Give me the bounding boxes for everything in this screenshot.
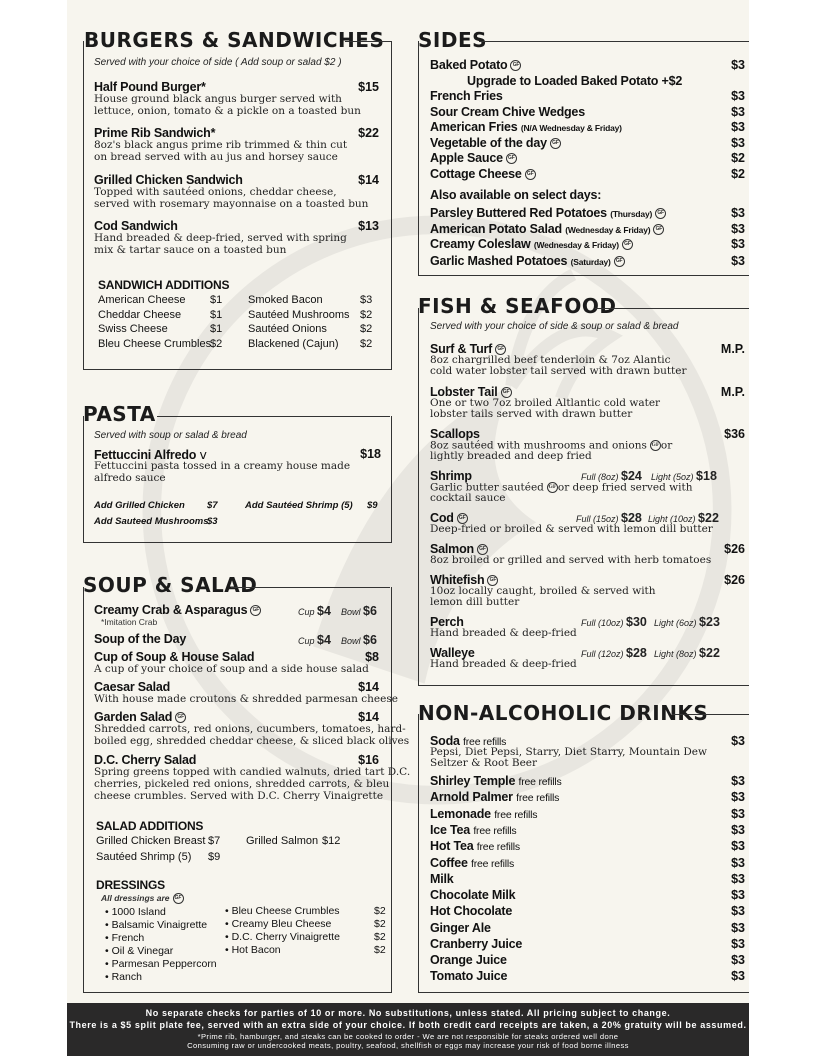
addition-bleu: Bleu Cheese Crumbles [98, 338, 212, 350]
salmon-desc: 8oz broiled or grilled and served with herb tomatoes [430, 554, 712, 566]
footer-line-1: No separate checks for parties of 10 or more. No substitutions, unless stated. All pricing subject to change. [145, 1008, 671, 1018]
addition-onions: Sautéed Onions [248, 323, 327, 335]
dressing-price: $2 [374, 931, 386, 943]
drink-price: $3 [731, 937, 745, 951]
drink-price: $3 [731, 953, 745, 967]
side-item-american-fries [430, 120, 622, 134]
dressing-item: • Bleu Cheese Crumbles [225, 905, 340, 917]
cherry-price: $16 [358, 753, 379, 767]
drink-note: free refills [476, 841, 520, 853]
sides-title: SIDES [418, 28, 488, 52]
surf-desc-2: cold water lobster tail served with drawn butter [430, 365, 687, 377]
select-side-label: American Potato Salad [430, 222, 562, 236]
cherry-desc-1: Spring greens topped with candied walnuts, dried tart D.C. [94, 766, 411, 778]
select-side-item [430, 254, 625, 268]
day-cup-label: Cup [298, 636, 315, 646]
perch-light-label: Light (6oz) [654, 618, 697, 628]
salad-add-salmon-price: $12 [322, 835, 341, 847]
burgers-title: BURGERS & SANDWICHES [84, 28, 385, 52]
addition-american-price: $1 [210, 294, 223, 306]
prime-rib-price: $22 [358, 126, 379, 140]
drink-price: $3 [731, 774, 745, 788]
soup-title: SOUP & SALAD [83, 573, 258, 597]
grilled-chicken-price: $14 [358, 173, 379, 187]
perch-light [654, 615, 720, 629]
gf-icon: GF [250, 605, 261, 616]
perch-full [581, 615, 647, 629]
drink-label: Ginger Ale [430, 921, 491, 935]
drink-item [430, 888, 515, 902]
drink-label: Cranberry Juice [430, 937, 523, 951]
pasta-subtitle: Served with soup or salad & bread [94, 430, 247, 441]
gf-icon: GF [655, 208, 666, 219]
drink-label: Shirley Temple [430, 774, 516, 788]
select-side-note: (Wednesday & Friday) [533, 240, 619, 250]
gf-icon: GF [487, 575, 498, 586]
addition-bacon: Smoked Bacon [248, 294, 323, 306]
select-side-note: (Wednesday & Friday) [565, 225, 651, 235]
gf-icon: GF [495, 344, 506, 355]
day-cup-price: $4 [317, 633, 331, 647]
drink-price: $3 [731, 856, 745, 870]
caesar-price: $14 [358, 680, 379, 694]
drink-label: Coffee [430, 856, 468, 870]
whitefish-label: Whitefish [430, 573, 485, 587]
drink-label: Orange Juice [430, 953, 507, 967]
crab-soup-name [94, 603, 261, 617]
cod-label: Cod [430, 511, 454, 525]
lobster-price: M.P. [720, 385, 745, 399]
select-side-price: $3 [731, 222, 745, 236]
walleye-light [654, 646, 720, 660]
drink-price: $3 [731, 790, 745, 804]
shrimp-full-label: Full (8oz) [581, 472, 619, 482]
day-bowl-price: $6 [363, 633, 377, 647]
walleye-full-price: $28 [626, 646, 647, 660]
side-price: $2 [731, 167, 745, 181]
whitefish-desc-2: lemon dill butter [430, 596, 520, 608]
soda-label: Soda [430, 734, 460, 748]
side-item: French Fries [430, 89, 503, 103]
shrimp-name: Shrimp [430, 469, 472, 483]
gf-icon: GF [173, 893, 184, 904]
dressing-item: • 1000 Island [105, 906, 166, 918]
drink-note: free refills [516, 792, 560, 804]
perch-desc: Hand breaded & deep-fried [430, 627, 577, 639]
perch-light-price: $23 [699, 615, 720, 629]
side-item-vegetable [430, 136, 561, 150]
addition-swiss-price: $1 [210, 323, 223, 335]
shrimp-full-price: $24 [621, 469, 642, 483]
addition-swiss: Swiss Cheese [98, 323, 168, 335]
drink-price: $3 [731, 807, 745, 821]
day-bowl-label: Bowl [341, 636, 361, 646]
side-price: $3 [731, 120, 745, 134]
salmon-price: $26 [724, 542, 745, 556]
cod-full-label: Full (15oz) [576, 514, 619, 524]
burger-desc-1: House ground black angus burger served with [94, 93, 342, 105]
apple-label: Apple Sauce [430, 151, 503, 165]
pasta-add-mushrooms-price: $3 [207, 516, 218, 527]
side-item-apple [430, 151, 517, 165]
drink-label: Chocolate Milk [430, 888, 516, 902]
scallops-price: $36 [724, 427, 745, 441]
cod-sandwich-desc-2: mix & tartar sauce on a toasted bun [94, 244, 287, 256]
soup-day-bowl [341, 633, 377, 647]
surf-desc-1: 8oz chargrilled beef tenderloin & 7oz Alantic [430, 354, 671, 366]
select-side-note: (Saturday) [570, 257, 611, 267]
pasta-title: PASTA [83, 402, 156, 426]
cod-light-label: Light (10oz) [648, 514, 696, 524]
cup-house-name: Cup of Soup & House Salad [94, 650, 255, 664]
cottage-label: Cottage Cheese [430, 167, 522, 181]
pasta-add-shrimp-price: $9 [367, 500, 378, 511]
shrimp-desc-text: Garlic butter sautéed [430, 481, 544, 494]
side-price: $3 [731, 136, 745, 150]
caesar-desc: With house made croutons & shredded parmesan cheese [94, 693, 398, 705]
alfredo-price: $18 [360, 447, 381, 461]
cherry-name: D.C. Cherry Salad [94, 753, 197, 767]
alfredo-label: Fettuccini Alfredo [94, 448, 197, 462]
dressing-price: $2 [374, 905, 386, 917]
walleye-light-price: $22 [699, 646, 720, 660]
crab-soup-cup [298, 604, 331, 618]
grilled-chicken-name: Grilled Chicken Sandwich [94, 173, 243, 187]
surf-turf-price: M.P. [720, 342, 745, 356]
drink-item [430, 774, 562, 788]
dressing-item: • Creamy Bleu Cheese [225, 918, 332, 930]
select-side-item [430, 222, 664, 236]
american-fries-label: American Fries [430, 120, 518, 134]
whitefish-desc-1: 10oz locally caught, broiled & served with [430, 585, 656, 597]
garden-desc-1: Shredded carrots, red onions, cucumbers, tomatoes, hard- [94, 723, 406, 735]
soda-desc-1: Pepsi, Diet Pepsi, Starry, Diet Starry, Mountain Dew [430, 746, 707, 758]
gf-icon: GF [622, 239, 633, 250]
also-available-title: Also available on select days: [430, 188, 602, 202]
cup-house-price: $8 [365, 650, 379, 664]
scallops-name: Scallops [430, 427, 480, 441]
shrimp-light-price: $18 [696, 469, 717, 483]
lobster-label: Lobster Tail [430, 385, 498, 399]
soup-of-day-name: Soup of the Day [94, 632, 187, 646]
prime-rib-desc-2: on bread served with au jus and horsey sauce [94, 151, 338, 163]
addition-bleu-price: $2 [210, 338, 223, 350]
crab-soup-note: *Imitation Crab [101, 617, 158, 627]
crab-cup-price: $4 [317, 604, 331, 618]
salad-add-salmon: Grilled Salmon [246, 835, 319, 847]
gf-icon: GF [506, 153, 517, 164]
gf-icon: GF [501, 387, 512, 398]
drink-item [430, 937, 522, 951]
walleye-light-label: Light (8oz) [654, 649, 697, 659]
pasta-add-shrimp: Add Sautéed Shrimp (5) [245, 500, 353, 511]
cod-sandwich-desc-1: Hand breaded & deep-fried, served with spring [94, 232, 347, 244]
drink-label: Milk [430, 872, 454, 886]
select-side-item [430, 206, 666, 220]
grilled-chicken-desc-1: Topped with sautéed onions, cheddar cheese, [94, 186, 337, 198]
addition-mushrooms: Sautéed Mushrooms [248, 309, 350, 321]
side-price: $3 [731, 105, 745, 119]
veg-icon: ⅴ [199, 448, 207, 462]
gf-icon: GF [547, 482, 558, 493]
prime-rib-name: Prime Rib Sandwich* [94, 126, 216, 140]
gf-icon: GF [550, 138, 561, 149]
drink-price: $3 [731, 969, 745, 983]
whitefish-price: $26 [724, 573, 745, 587]
gf-icon: GF [650, 440, 661, 451]
drink-item [430, 856, 514, 870]
drink-label: Ice Tea [430, 823, 471, 837]
side-price: $3 [731, 89, 745, 103]
drink-label: Tomato Juice [430, 969, 508, 983]
drink-item [430, 839, 520, 853]
gf-icon: GF [477, 544, 488, 555]
gf-icon: GF [525, 169, 536, 180]
cod-light-price: $22 [698, 511, 719, 525]
select-side-label: Creamy Coleslaw [430, 237, 531, 251]
soda-desc-2: Seltzer & Root Beer [430, 757, 538, 769]
pasta-add-chicken: Add Grilled Chicken [94, 500, 185, 511]
caesar-name: Caesar Salad [94, 680, 171, 694]
soup-day-cup [298, 633, 331, 647]
crab-bowl-label: Bowl [341, 607, 361, 617]
drink-price: $3 [731, 888, 745, 902]
burger-price: $15 [358, 80, 379, 94]
perch-name: Perch [430, 615, 464, 629]
crab-soup-bowl [341, 604, 377, 618]
burger-desc-2: lettuce, onion, tomato & a pickle on a toasted bun [94, 105, 361, 117]
perch-full-price: $30 [626, 615, 647, 629]
alfredo-desc-2: alfredo sauce [94, 472, 166, 484]
addition-cheddar-price: $1 [210, 309, 223, 321]
surf-label: Surf & Turf [430, 342, 493, 356]
footer-line-4: Consuming raw or undercooked meats, poultry, seafood, shellfish or eggs may increase your risk of food borne illness [187, 1041, 629, 1050]
drink-price: $3 [731, 904, 745, 918]
drink-item [430, 969, 507, 983]
american-fries-note: (N/A Wednesday & Friday) [520, 123, 622, 133]
pasta-add-chicken-price: $7 [207, 500, 218, 511]
crab-soup-label: Creamy Crab & Asparagus [94, 603, 248, 617]
select-side-label: Garlic Mashed Potatoes [430, 254, 568, 268]
drink-label: Arnold Palmer [430, 790, 513, 804]
drink-item [430, 823, 516, 837]
shrimp-light-label: Light (5oz) [651, 472, 694, 482]
cod-desc: Deep-fried or broiled & served with lemon dill butter [430, 523, 713, 535]
soda-price: $3 [731, 734, 745, 748]
drink-price: $3 [731, 872, 745, 886]
scallops-desc-2: lightly breaded and deep fried [430, 450, 592, 462]
cherry-desc-3: cheese crumbles. Served with D.C. Cherry Vinaigrette [94, 790, 384, 802]
alfredo-desc-1: Fettuccini pasta tossed in a creamy house made [94, 460, 351, 472]
drink-item [430, 872, 454, 886]
gf-icon: GF [457, 513, 468, 524]
dressing-price: $2 [374, 918, 386, 930]
drink-note: free refills [473, 825, 517, 837]
soda-note: free refills [463, 736, 507, 748]
baked-potato-price: $3 [731, 58, 745, 72]
walleye-desc: Hand breaded & deep-fried [430, 658, 577, 670]
cod-sandwich-price: $13 [358, 219, 379, 233]
shrimp-desc-rest: or deep fried served with [557, 481, 693, 494]
drink-note: free refills [494, 809, 538, 821]
footer-line-2: There is a $5 split plate fee, served with an extra side of your choice. If both credit card receipts are taken, a 20% gratuity will be assumed. [69, 1020, 747, 1030]
dressing-item: • French [105, 932, 145, 944]
salmon-label: Salmon [430, 542, 474, 556]
garden-desc-2: boiled egg, shredded cheddar cheese, & sliced black olives [94, 735, 410, 747]
select-side-price: $3 [731, 237, 745, 251]
prime-rib-desc-1: 8oz's black angus prime rib trimmed & thin cut [94, 139, 348, 151]
gf-icon: GF [653, 224, 664, 235]
shrimp-desc-2: cocktail sauce [430, 492, 506, 504]
scallops-desc-or: or [660, 439, 673, 452]
drink-price: $3 [731, 921, 745, 935]
walleye-full [581, 646, 647, 660]
select-side-note: (Thursday) [610, 209, 653, 219]
footer-notice [67, 1003, 749, 1056]
select-side-label: Parsley Buttered Red Potatoes [430, 206, 607, 220]
drink-price: $3 [731, 823, 745, 837]
dressing-item: • Hot Bacon [225, 944, 281, 956]
walleye-full-label: Full (12oz) [581, 649, 624, 659]
drink-item [430, 953, 507, 967]
addition-bacon-price: $3 [360, 294, 373, 306]
grilled-chicken-desc-2: served with rosemary mayonnaise on a toasted bun [94, 198, 369, 210]
drinks-title: NON-ALCOHOLIC DRINKS [418, 701, 709, 725]
salad-additions-title: SALAD ADDITIONS [96, 819, 204, 833]
dressing-item: • Parmesan Peppercorn [105, 958, 217, 970]
cod-full-price: $28 [621, 511, 642, 525]
addition-american: American Cheese [98, 294, 186, 306]
cod-sandwich-name: Cod Sandwich [94, 219, 178, 233]
gf-icon: GF [175, 712, 186, 723]
drink-label: Hot Chocolate [430, 904, 513, 918]
salad-add-chicken: Grilled Chicken Breast [96, 835, 206, 847]
sandwich-additions-title: SANDWICH ADDITIONS [98, 278, 230, 292]
walleye-name: Walleye [430, 646, 475, 660]
fish-title: FISH & SEAFOOD [418, 294, 617, 318]
lobster-desc-1: One or two 7oz broiled Altlantic cold water [430, 397, 661, 409]
dressings-title: DRESSINGS [96, 878, 165, 892]
select-side-price: $3 [731, 206, 745, 220]
dressing-item: • Oil & Vinegar [105, 945, 174, 957]
drink-note: free refills [470, 858, 515, 870]
salad-add-shrimp-price: $9 [208, 851, 221, 863]
addition-cajun: Blackened (Cajun) [248, 338, 339, 350]
addition-cajun-price: $2 [360, 338, 373, 350]
fish-subtitle: Served with your choice of side & soup or salad & bread [430, 321, 679, 332]
dressing-price: $2 [374, 944, 386, 956]
garden-price: $14 [358, 710, 379, 724]
drink-item [430, 807, 537, 821]
side-item-cottage [430, 167, 536, 181]
menu-page [67, 0, 749, 1056]
dressing-item: • Balsamic Vinaigrette [105, 919, 208, 931]
select-side-item [430, 237, 633, 251]
baked-potato-name [430, 58, 521, 72]
loaded-upgrade: Upgrade to Loaded Baked Potato +$2 [467, 74, 683, 88]
cherry-desc-2: cherries, pickeled red onions, shredded carrots, & bleu [94, 778, 390, 790]
pasta-add-mushrooms: Add Sauteed Mushrooms [94, 516, 209, 527]
drink-price: $3 [731, 839, 745, 853]
vegetable-label: Vegetable of the day [430, 136, 547, 150]
dressing-item: • Ranch [105, 971, 142, 983]
perch-full-label: Full (10oz) [581, 618, 624, 628]
dressings-note-text: All dressings are [101, 893, 170, 903]
salad-add-chicken-price: $7 [208, 835, 221, 847]
drink-label: Hot Tea [430, 839, 474, 853]
select-side-price: $3 [731, 254, 745, 268]
cup-house-desc: A cup of your choice of soup and a side house salad [94, 663, 369, 675]
crab-cup-label: Cup [298, 607, 315, 617]
garden-name [94, 710, 186, 724]
drink-note: free refills [518, 776, 562, 788]
dressing-item: • D.C. Cherry Vinaigrette [225, 931, 340, 943]
drink-item [430, 921, 491, 935]
side-item: Sour Cream Chive Wedges [430, 105, 585, 119]
addition-onions-price: $2 [360, 323, 373, 335]
dressings-note [101, 893, 184, 904]
burger-name: Half Pound Burger* [94, 80, 206, 94]
addition-mushrooms-price: $2 [360, 309, 373, 321]
baked-label: Baked Potato [430, 58, 508, 72]
lobster-desc-2: lobster tails served with drawn butter [430, 408, 633, 420]
drink-label: Lemonade [430, 807, 491, 821]
salad-add-shrimp: Sautéed Shrimp (5) [96, 851, 192, 863]
crab-bowl-price: $6 [363, 604, 377, 618]
drink-item [430, 790, 559, 804]
gf-icon: GF [614, 256, 625, 267]
footer-line-3: *Prime rib, hamburger, and steaks can be cooked to order - We are not responsible for steaks ordered well done [197, 1032, 619, 1041]
side-price: $2 [731, 151, 745, 165]
burgers-subtitle: Served with your choice of side ( Add soup or salad $2 ) [94, 57, 342, 68]
gf-icon: GF [510, 60, 521, 71]
garden-label: Garden Salad [94, 710, 173, 724]
drink-item [430, 904, 512, 918]
addition-cheddar: Cheddar Cheese [98, 309, 182, 321]
scallops-desc-text: 8oz sautéed with mushrooms and onions [430, 439, 647, 452]
